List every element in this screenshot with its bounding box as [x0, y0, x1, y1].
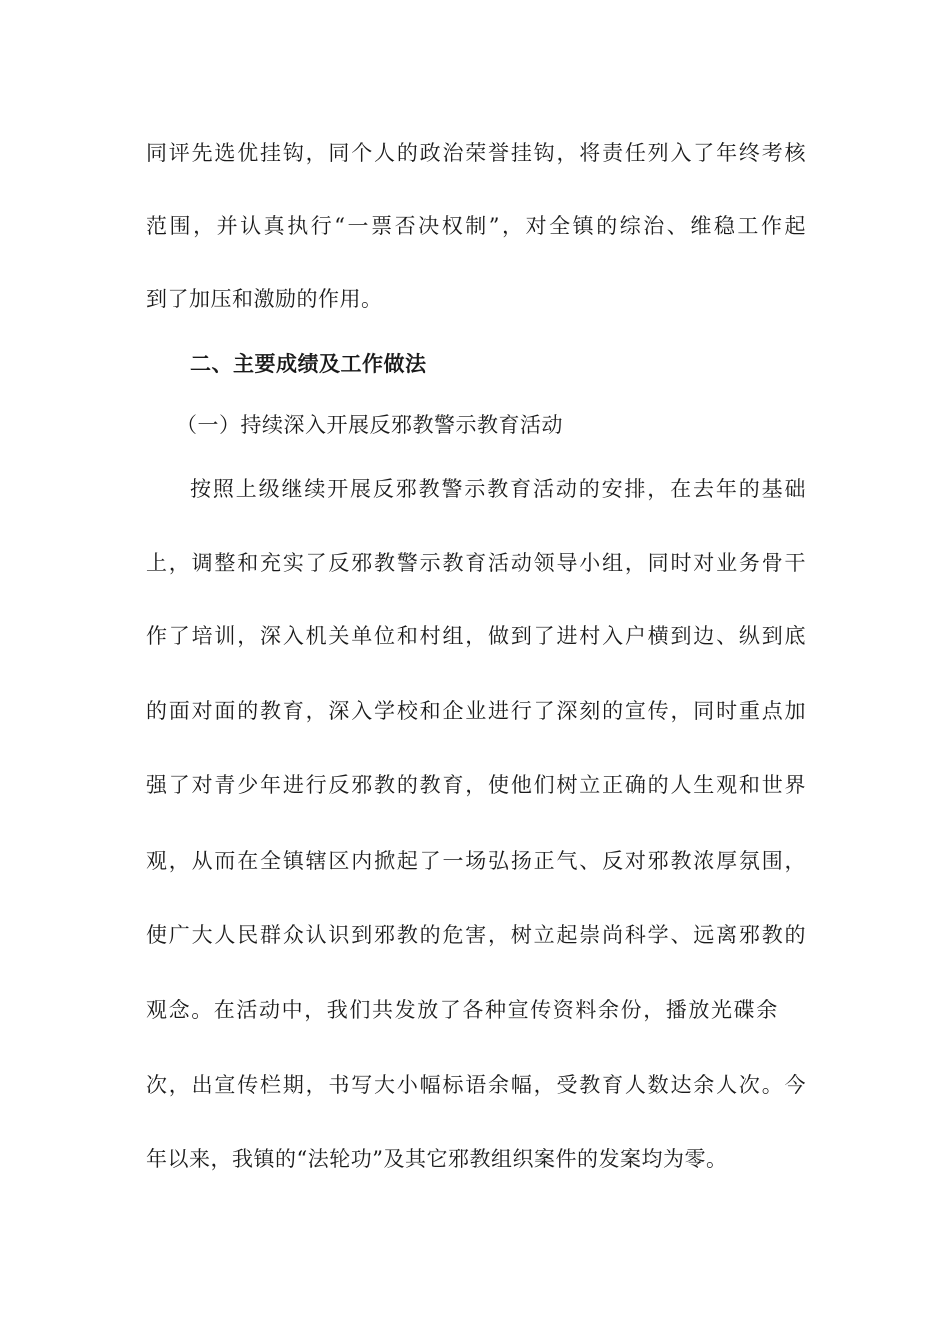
subsection-heading: （一）持续深入开展反邪教警示教育活动 — [176, 413, 563, 437]
paragraph-line-6: 观，从而在全镇辖区内掀起了一场弘扬正气、反对邪教浓厚氛围， — [146, 849, 806, 873]
paragraph-line-1: 按照上级继续开展反邪教警示教育活动的安排，在去年的基础 — [190, 477, 806, 501]
section-heading: 二、主要成绩及工作做法 — [190, 352, 427, 376]
paragraph-line-2: 上，调整和充实了反邪教警示教育活动领导小组，同时对业务骨干 — [146, 551, 806, 575]
continuation-line-1: 同评先选优挂钩，同个人的政治荣誉挂钩，将责任列入了年终考核 — [146, 141, 806, 165]
paragraph-line-5: 强了对青少年进行反邪教的教育，使他们树立正确的人生观和世界 — [146, 773, 806, 797]
continuation-line-2: 范围，并认真执行“一票否决权制”，对全镇的综治、维稳工作起 — [146, 214, 806, 238]
paragraph-line-9: 次，出宣传栏期，书写大小幅标语余幅，受教育人数达余人次。今 — [146, 1073, 806, 1097]
paragraph-line-8: 观念。在活动中，我们共发放了各种宣传资料余份，播放光碟余 — [146, 998, 779, 1022]
continuation-line-3: 到了加压和激励的作用。 — [146, 287, 383, 311]
paragraph-line-10: 年以来，我镇的“法轮功”及其它邪教组织案件的发案均为零。 — [146, 1147, 728, 1171]
paragraph-line-4: 的面对面的教育，深入学校和企业进行了深刻的宣传，同时重点加 — [146, 699, 806, 723]
paragraph-line-7: 使广大人民群众认识到邪教的危害，树立起崇尚科学、远离邪教的 — [146, 923, 806, 947]
paragraph-line-3: 作了培训，深入机关单位和村组，做到了进村入户横到边、纵到底 — [146, 624, 806, 648]
